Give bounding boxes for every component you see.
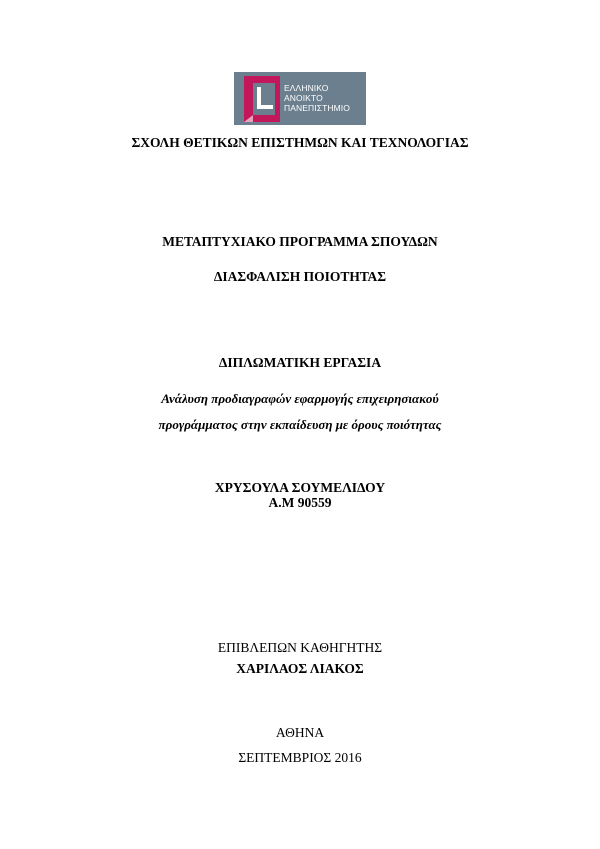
university-logo — [234, 72, 366, 125]
logo-text-line: ΕΛΛΗΝΙΚΟ — [284, 83, 329, 93]
program-name: ΜΕΤΑΠΤΥΧΙΑΚΟ ΠΡΟΓΡΑΜΜΑ ΣΠΟΥΔΩΝ — [162, 234, 438, 249]
place: ΑΘΗΝΑ — [275, 725, 325, 740]
supervisor-name: ΧΑΡΙΛΑΟΣ ΛΙΑΚΟΣ — [236, 661, 364, 676]
specialization-name: ΔΙΑΣΦΑΛΙΣΗ ΠΟΙΟΤΗΤΑΣ — [213, 269, 387, 284]
logo-text — [284, 83, 350, 113]
document-type: ΔΙΠΛΩΜΑΤΙΚΗ ΕΡΓΑΣΙΑ — [218, 355, 382, 370]
logo-text-line: ΠΑΝΕΠΙΣΤΗΜΙΟ — [284, 103, 350, 113]
thesis-title-line-2: προγράμματος στην εκπαίδευση με όρους ποιότητας — [158, 417, 442, 432]
author-name: ΧΡΥΣΟΥΛΑ ΣΟΥΜΕΛΙΔΟΥ — [214, 480, 386, 495]
logo-text-line: ΑΝΟΙΚΤΟ — [284, 93, 323, 103]
author-registration: Α.Μ 90559 — [268, 495, 332, 510]
logo-mark-icon — [244, 76, 280, 122]
supervisor-label: ΕΠΙΒΛΕΠΩΝ ΚΑΘΗΓΗΤΗΣ — [217, 640, 383, 655]
date: ΣΕΠΤΕΜΒΡΙΟΣ 2016 — [238, 750, 362, 765]
school-name: ΣΧΟΛΗ ΘΕΤΙΚΩΝ ΕΠΙΣΤΗΜΩΝ ΚΑΙ ΤΕΧΝΟΛΟΓΙΑΣ — [131, 135, 469, 150]
thesis-title-line-1: Ανάλυση προδιαγραφών εφαρμογής επιχειρησιακού — [161, 391, 439, 406]
